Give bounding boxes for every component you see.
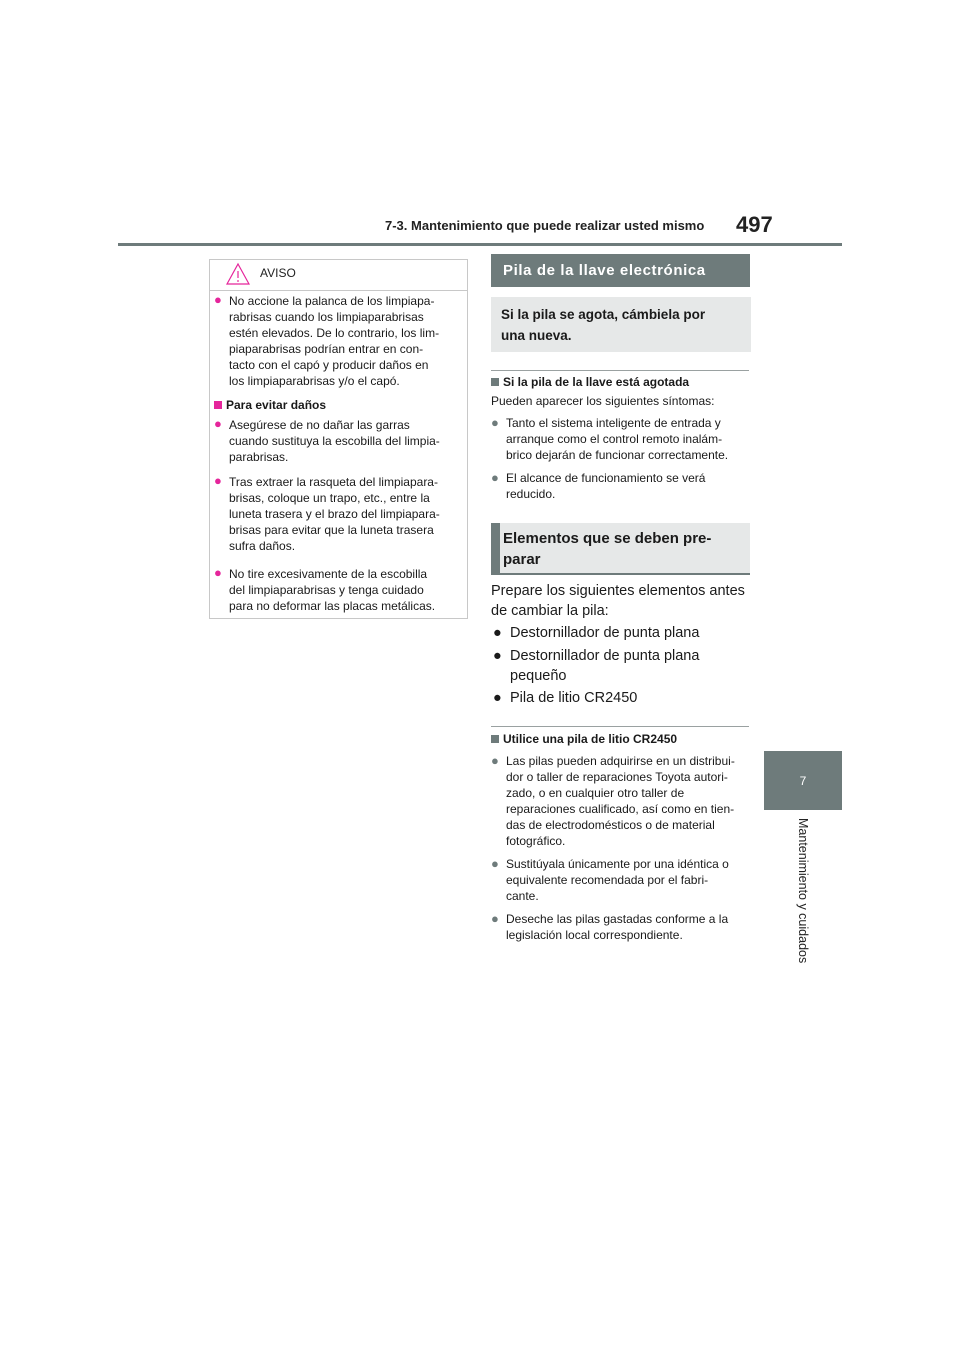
sub-rule bbox=[491, 370, 749, 371]
section-title-bar bbox=[491, 254, 750, 287]
text-line: cuando sustituya la escobilla del limpia- bbox=[229, 434, 440, 448]
section-header: 7-3. Mantenimiento que puede realizar usted mismo bbox=[385, 218, 705, 233]
subsection-1-item-2 bbox=[506, 470, 705, 502]
warning-item-2-text bbox=[229, 417, 440, 465]
square-bullet-icon bbox=[491, 378, 499, 386]
text-line: reducido. bbox=[506, 487, 556, 501]
text-line: legislación local correspondiente. bbox=[506, 928, 683, 942]
text-line: equivalente recomendada por el fabri- bbox=[506, 873, 709, 887]
warning-box bbox=[209, 259, 468, 619]
text-line: Deseche las pilas gastadas conforme a la bbox=[506, 912, 729, 926]
text-line: los limpiaparabrisas y/o el capó. bbox=[229, 374, 400, 388]
text-line: Prepare los siguientes elementos antes bbox=[491, 583, 745, 599]
text-line: piaparabrisas podrían entrar en con- bbox=[229, 342, 424, 356]
text-line: Sustitúyala únicamente por una idéntica o bbox=[506, 857, 729, 871]
prep-intro bbox=[491, 581, 745, 621]
text-line: Las pilas pueden adquirirse en un distribui- bbox=[506, 754, 735, 768]
text-line: Asegúrese de no dañar las garras bbox=[229, 418, 410, 432]
text-line: del limpiaparabrisas y tenga cuidado bbox=[229, 583, 424, 597]
text-line: estén elevados. De lo contrario, los lim- bbox=[229, 326, 440, 340]
page-number: 497 bbox=[736, 212, 773, 237]
text-line: zado, o en cualquier otro taller de bbox=[506, 786, 685, 800]
text-line: brisas, coloque un trapo, etc., entre la bbox=[229, 491, 430, 505]
text-line: brico dejarán de funcionar correctamente. bbox=[506, 448, 729, 462]
text-line: Destornillador de punta plana bbox=[510, 648, 700, 664]
text-line: sufra daños. bbox=[229, 539, 296, 553]
bullet-icon: ● bbox=[493, 648, 502, 664]
bullet-icon: ● bbox=[491, 470, 499, 485]
section-title: Pila de la llave electrónica bbox=[503, 262, 706, 279]
text-line: No accione la palanca de los limpiapa- bbox=[229, 294, 435, 308]
warning-triangle-icon bbox=[226, 262, 250, 286]
subsection-1-item-1 bbox=[506, 415, 728, 463]
text-line: tacto con el capó y producir daños en bbox=[229, 358, 429, 372]
text-line: El alcance de funcionamiento se verá bbox=[506, 471, 706, 485]
bullet-icon: ● bbox=[493, 625, 502, 641]
bullet-icon: ● bbox=[214, 292, 222, 307]
callout-line: una nueva. bbox=[501, 328, 572, 343]
text-line: Tras extraer la rasqueta del limpiapara- bbox=[229, 475, 438, 489]
bullet-icon: ● bbox=[491, 911, 499, 926]
chapter-number: 7 bbox=[799, 773, 807, 788]
bullet-icon: ● bbox=[491, 415, 499, 430]
callout-box bbox=[491, 297, 751, 352]
warning-item-1-text bbox=[229, 293, 439, 389]
text-line: reparaciones cualificado, así como en tien- bbox=[506, 802, 735, 816]
text-line: fotográfico. bbox=[506, 834, 566, 848]
warning-item-4-text bbox=[229, 566, 435, 614]
subsection-2-item-2 bbox=[506, 856, 729, 904]
subsection-2-item-3 bbox=[506, 911, 728, 943]
subsection-2-item-1 bbox=[506, 753, 735, 849]
warning-item-1 bbox=[214, 292, 222, 308]
chapter-label bbox=[796, 818, 820, 988]
bullet-icon: ● bbox=[493, 690, 502, 706]
bullet-icon: ● bbox=[214, 565, 222, 580]
box-title-line: parar bbox=[503, 551, 541, 568]
text-line: arranque como el control remoto inalám- bbox=[506, 432, 723, 446]
bullet-icon: ● bbox=[214, 473, 222, 488]
text-line: brisas para evitar que la luneta trasera bbox=[229, 523, 434, 537]
prep-item-1: Destornillador de punta plana bbox=[510, 625, 700, 641]
header-rule bbox=[118, 243, 842, 246]
chapter-title: Mantenimiento y cuidados bbox=[796, 818, 810, 964]
subsection-2-title bbox=[491, 731, 677, 747]
bullet-icon: ● bbox=[491, 856, 499, 871]
text-line: No tire excesivamente de la escobilla bbox=[229, 567, 428, 581]
square-bullet-icon bbox=[214, 401, 222, 409]
items-to-prepare-box bbox=[491, 523, 750, 575]
subsection-1-intro: Pueden aparecer los siguientes síntomas: bbox=[491, 394, 715, 408]
text-line: rabrisas cuando los limpiaparabrisas bbox=[229, 310, 424, 324]
text-line: de cambiar la pila: bbox=[491, 603, 609, 619]
chapter-tab[interactable] bbox=[764, 751, 842, 810]
text-line: luneta trasera y el brazo del limpiapara- bbox=[229, 507, 440, 521]
subhead-text: Para evitar daños bbox=[226, 398, 327, 412]
subsection-title-text: Utilice una pila de litio CR2450 bbox=[503, 732, 678, 746]
prep-item-3: Pila de litio CR2450 bbox=[510, 690, 638, 706]
warning-header bbox=[210, 260, 467, 291]
bullet-icon: ● bbox=[491, 753, 499, 768]
prep-item-2 bbox=[510, 646, 699, 686]
text-line: cante. bbox=[506, 889, 539, 903]
callout-line: Si la pila se agota, cámbiela por bbox=[501, 307, 706, 322]
box-title-line: Elementos que se deben pre- bbox=[503, 530, 712, 547]
sub-rule bbox=[491, 726, 749, 727]
bullet-icon: ● bbox=[214, 416, 222, 431]
warning-item-3-text bbox=[229, 474, 440, 554]
text-line: parabrisas. bbox=[229, 450, 289, 464]
warning-subhead bbox=[214, 397, 326, 413]
warning-title: AVISO bbox=[260, 266, 296, 280]
text-line: das de electrodomésticos o de material bbox=[506, 818, 715, 832]
subsection-title-text: Si la pila de la llave está agotada bbox=[503, 375, 690, 389]
square-bullet-icon bbox=[491, 735, 499, 743]
text-line: para no deformar las placas metálicas. bbox=[229, 599, 436, 613]
text-line: pequeño bbox=[510, 668, 567, 684]
text-line: Tanto el sistema inteligente de entrada y bbox=[506, 416, 721, 430]
text-line: dor o taller de reparaciones Toyota autori- bbox=[506, 770, 728, 784]
subsection-1-title bbox=[491, 374, 689, 390]
